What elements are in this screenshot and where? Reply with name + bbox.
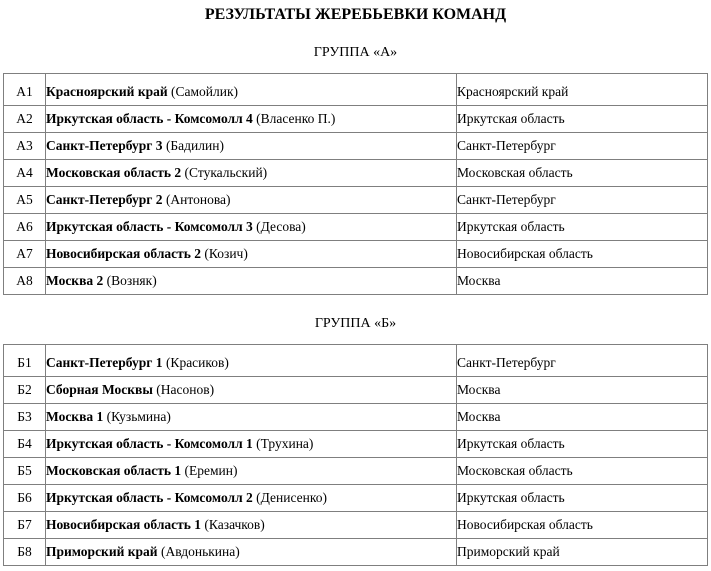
draw-code-cell: А1 <box>4 74 46 106</box>
player-name: (Антонова) <box>165 192 231 207</box>
team-cell <box>46 377 457 404</box>
table-row <box>4 74 708 106</box>
draw-code-cell: Б7 <box>4 512 46 539</box>
region-cell: Иркутская область <box>457 431 708 458</box>
region-cell: Московская область <box>457 458 708 485</box>
team-name: Московская область 2 <box>46 165 182 180</box>
team-cell <box>46 485 457 512</box>
region-cell: Московская область <box>457 160 708 187</box>
group-a-table <box>3 73 708 295</box>
table-row <box>4 345 708 377</box>
team-cell <box>46 512 457 539</box>
team-name: Москва 2 <box>46 273 104 288</box>
draw-code-cell: Б8 <box>4 539 46 566</box>
table-row <box>4 404 708 431</box>
region-cell: Новосибирская область <box>457 512 708 539</box>
team-name: Иркутская область - Комсомолл 1 <box>46 436 253 451</box>
document-title: РЕЗУЛЬТАТЫ ЖЕРЕБЬЕВКИ КОМАНД <box>204 6 507 23</box>
table-row <box>4 431 708 458</box>
player-name: (Возняк) <box>106 273 157 288</box>
group-b-section <box>0 316 711 566</box>
player-name: (Десова) <box>256 219 306 234</box>
region-cell: Новосибирская область <box>457 241 708 268</box>
table-row <box>4 485 708 512</box>
team-cell <box>46 431 457 458</box>
draw-code-cell: Б5 <box>4 458 46 485</box>
team-name: Санкт-Петербург 2 <box>46 192 163 207</box>
table-row <box>4 241 708 268</box>
table-row <box>4 214 708 241</box>
region-cell: Иркутская область <box>457 106 708 133</box>
team-name: Новосибирская область 2 <box>46 246 202 261</box>
team-cell <box>46 214 457 241</box>
team-name: Красноярский край <box>46 84 168 99</box>
team-cell <box>46 187 457 214</box>
region-cell: Москва <box>457 404 708 431</box>
player-name: (Самойлик) <box>171 84 239 99</box>
team-name: Московская область 1 <box>46 463 182 478</box>
table-row <box>4 187 708 214</box>
team-name: Сборная Москвы <box>46 382 153 397</box>
team-cell <box>46 345 457 377</box>
region-cell: Иркутская область <box>457 485 708 512</box>
draw-code-cell: А8 <box>4 268 46 295</box>
player-name: (Бадилин) <box>165 138 224 153</box>
team-cell <box>46 160 457 187</box>
team-name: Москва 1 <box>46 409 104 424</box>
group-b-heading: ГРУППА «Б» <box>314 316 397 331</box>
region-cell: Москва <box>457 268 708 295</box>
group-a-section <box>0 45 711 295</box>
table-row <box>4 512 708 539</box>
player-name: (Красиков) <box>165 355 229 370</box>
table-row <box>4 106 708 133</box>
player-name: (Авдонькина) <box>160 544 240 559</box>
player-name: (Стукальский) <box>184 165 268 180</box>
team-name: Иркутская область - Комсомолл 3 <box>46 219 253 234</box>
team-name: Санкт-Петербург 3 <box>46 138 163 153</box>
draw-code-cell: А3 <box>4 133 46 160</box>
team-cell <box>46 458 457 485</box>
team-name: Иркутская область - Комсомолл 2 <box>46 490 253 505</box>
player-name: (Казачков) <box>204 517 265 532</box>
team-cell <box>46 133 457 160</box>
team-name: Новосибирская область 1 <box>46 517 202 532</box>
draw-code-cell: А7 <box>4 241 46 268</box>
region-cell: Санкт-Петербург <box>457 133 708 160</box>
team-cell <box>46 268 457 295</box>
team-cell <box>46 106 457 133</box>
draw-code-cell: А2 <box>4 106 46 133</box>
table-row <box>4 539 708 566</box>
player-name: (Денисенко) <box>256 490 327 505</box>
draw-code-cell: А5 <box>4 187 46 214</box>
team-cell <box>46 539 457 566</box>
table-row <box>4 458 708 485</box>
region-cell: Красноярский край <box>457 74 708 106</box>
team-cell <box>46 241 457 268</box>
region-cell: Москва <box>457 377 708 404</box>
player-name: (Насонов) <box>156 382 215 397</box>
player-name: (Трухина) <box>256 436 314 451</box>
table-row <box>4 133 708 160</box>
team-cell <box>46 74 457 106</box>
team-name: Иркутская область - Комсомолл 4 <box>46 111 253 126</box>
region-cell: Иркутская область <box>457 214 708 241</box>
team-name: Приморский край <box>46 544 158 559</box>
draw-code-cell: Б6 <box>4 485 46 512</box>
draw-code-cell: Б4 <box>4 431 46 458</box>
player-name: (Власенко П.) <box>256 111 336 126</box>
draw-code-cell: Б3 <box>4 404 46 431</box>
table-row <box>4 268 708 295</box>
draw-code-cell: А4 <box>4 160 46 187</box>
player-name: (Козич) <box>204 246 248 261</box>
region-cell: Приморский край <box>457 539 708 566</box>
group-b-table <box>3 344 708 566</box>
region-cell: Санкт-Петербург <box>457 187 708 214</box>
team-name: Санкт-Петербург 1 <box>46 355 163 370</box>
draw-code-cell: А6 <box>4 214 46 241</box>
table-row <box>4 377 708 404</box>
player-name: (Еремин) <box>184 463 238 478</box>
draw-code-cell: Б2 <box>4 377 46 404</box>
draw-code-cell: Б1 <box>4 345 46 377</box>
player-name: (Кузьмина) <box>106 409 171 424</box>
group-a-heading: ГРУППА «А» <box>313 45 398 60</box>
table-row <box>4 160 708 187</box>
team-cell <box>46 404 457 431</box>
region-cell: Санкт-Петербург <box>457 345 708 377</box>
